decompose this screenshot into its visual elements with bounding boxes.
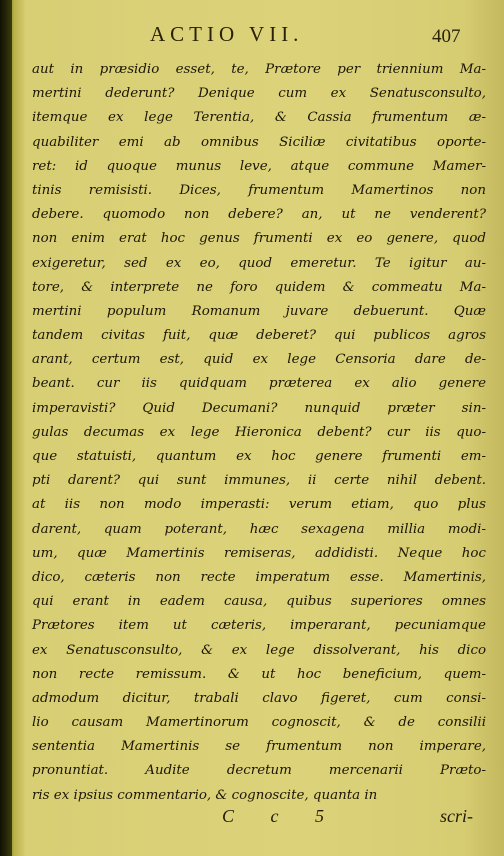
text-line: pti darent? qui sunt immunes, ii certe nihil debent. — [32, 473, 486, 489]
text-line: tandem civitas fuit, quæ deberet? qui publicos agros — [32, 328, 486, 344]
text-line: beant. cur iis quidquam præterea ex alio genere — [32, 376, 486, 392]
text-line: imperavisti? Quid Decumani? nunquid præter sin- — [32, 400, 486, 416]
text-line: darent, quam poterant, hæc sexagena millia modi- — [32, 521, 486, 537]
text-line: arant, certum est, quid ex lege Censoria dare de- — [32, 352, 486, 368]
text-line: admodum dicitur, trabali clavo figeret, cum consi- — [32, 690, 486, 706]
text-line: aut in præsidio esset, te, Prætore per triennium Ma- — [32, 62, 486, 77]
page-footer — [0, 806, 504, 832]
signature-mark: C c 5 — [222, 806, 340, 826]
text-line: mertini dederunt? Denique cum ex Senatusconsulto, — [32, 86, 486, 102]
text-line: dico, cæteris non recte imperatum esse. Mamertinis, — [32, 569, 486, 585]
page-header — [0, 22, 504, 50]
page-number: 407 — [432, 26, 461, 47]
text-line: tore, & interprete ne foro quidem & commeatu Ma- — [32, 279, 486, 295]
text-line: ret: id quoque munus leve, atque commune Mamer- — [32, 158, 486, 174]
text-line: itemque ex lege Terentia, & Cassia frumentum æ- — [32, 110, 486, 126]
text-line: ex Senatusconsulto, & ex lege dissolverant, his dico — [32, 642, 486, 658]
text-line: at iis non modo imperasti: verum etiam, quo plus — [32, 497, 486, 513]
text-line: non recte remissum. & ut hoc beneficium, quem- — [32, 666, 486, 682]
text-line: exigeretur, sed ex eo, quod emeretur. Te igitur au- — [32, 255, 486, 271]
body-text — [32, 58, 486, 808]
text-line: sententia Mamertinis se frumentum non imperare, — [32, 739, 486, 755]
text-line: pronuntiat. Audite decretum mercenarii Præto- — [32, 763, 486, 779]
text-line: um, quæ Mamertinis remiseras, addidisti. Neque hoc — [32, 545, 486, 561]
text-line: non enim erat hoc genus frumenti ex eo genere, quod — [32, 231, 486, 247]
text-line: gulas decumas ex lege Hieronica debent? cur iis quo- — [32, 424, 486, 440]
text-line: que statuisti, quantum ex hoc genere frumenti em- — [32, 449, 486, 464]
text-line: ris ex ipsius commentario, & cognoscite, quanta in — [32, 787, 378, 803]
text-line: debere. quomodo non debere? an, ut ne venderent? — [32, 207, 486, 223]
text-line: mertini populum Romanum juvare debuerunt. Quæ — [32, 303, 486, 319]
running-title: ACTIO VII. — [150, 22, 304, 46]
text-line: Prætores item ut cæteris, imperarant, pecuniamque — [32, 618, 486, 634]
text-line: qui erant in eadem causa, quibus superiores omnes — [32, 594, 486, 610]
catchword: scri- — [440, 806, 473, 826]
text-line: quabiliter emi ab omnibus Siciliæ civitatibus oporte- — [32, 134, 486, 150]
text-line: lio causam Mamertinorum cognoscit, & de consilii — [32, 715, 486, 731]
text-line: tinis remisisti. Dices, frumentum Mamertinos non — [32, 182, 486, 198]
